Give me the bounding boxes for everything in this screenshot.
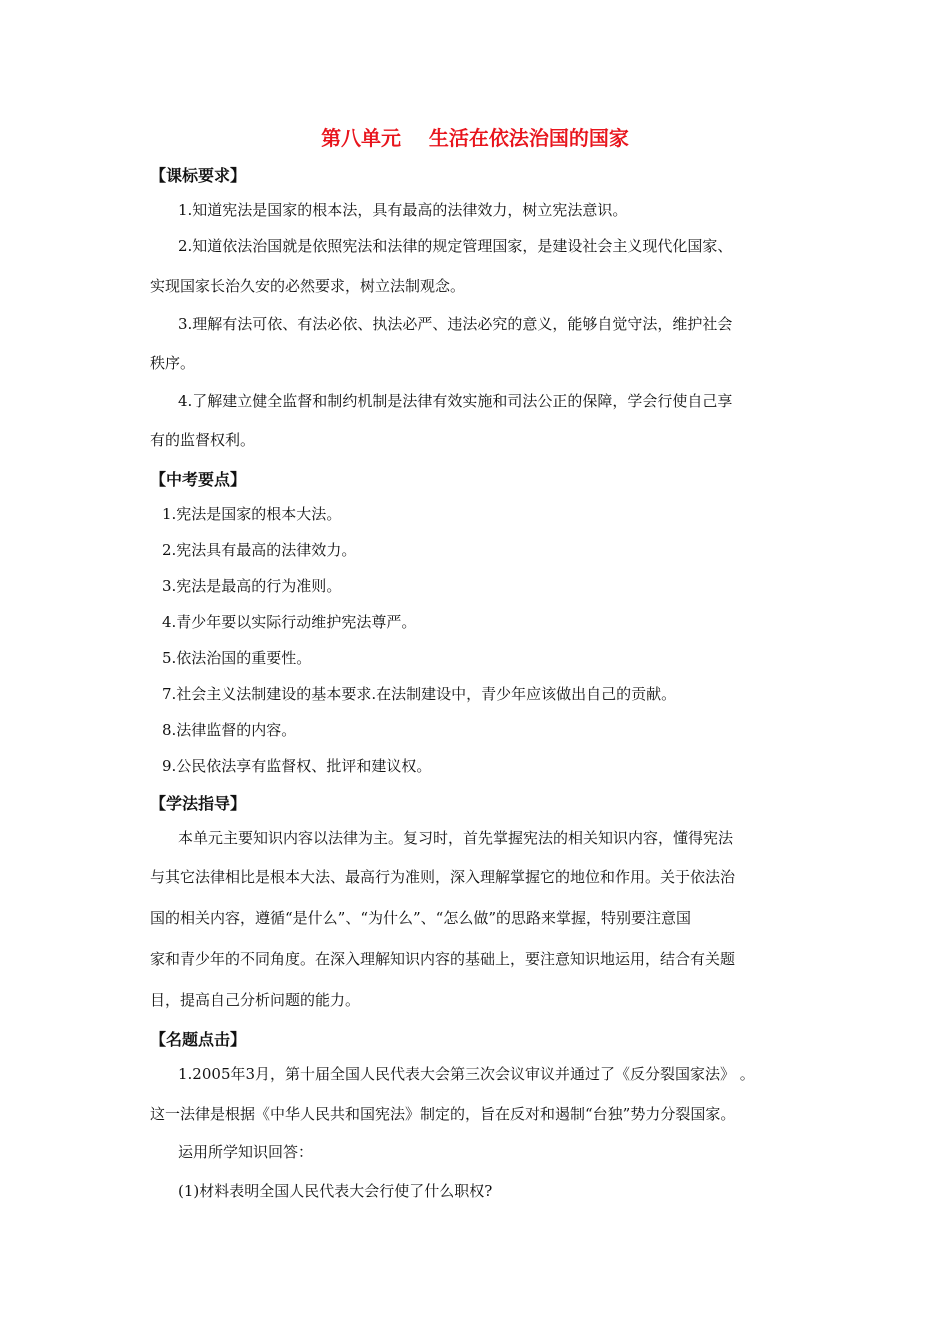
section-heading-kebiao: 【课标要求】 [150,166,247,185]
paragraph-line: 目，提高自己分析问题的能力。 [150,991,361,1009]
paragraph-line: 1.知道宪法是国家的根本法，具有最高的法律效力，树立宪法意识。 [178,201,628,219]
paragraph-line: 本单元主要知识内容以法律为主。复习时，首先掌握宪法的相关知识内容，懂得宪法 [178,829,734,847]
paragraph-line: 运用所学知识回答： [178,1143,314,1161]
paragraph-line: 4.了解建立健全监督和制约机制是法律有效实施和司法公正的保障，学会行使自己享 [178,392,733,410]
paragraph-line: 秩序。 [150,354,196,372]
paragraph-line: 1.2005年3月，第十届全国人民代表大会第三次会议审议并通过了《反分裂国家法》 。 [178,1065,755,1083]
list-item: 8.法律监督的内容。 [162,721,297,739]
section-heading-zhongkao: 【中考要点】 [150,470,247,489]
list-item: 2.宪法具有最高的法律效力。 [162,541,357,559]
page-title: 第八单元 生活在依法治国的国家 [321,126,629,150]
paragraph-line: 这一法律是根据《中华人民共和国宪法》制定的，旨在反对和遏制“台独”势力分裂国家。 [150,1105,736,1123]
paragraph-line: 与其它法律相比是根本大法、最高行为准则，深入理解掌握它的地位和作用。关于依法治 [150,868,736,886]
list-item: 5.依法治国的重要性。 [162,649,312,667]
paragraph-line: 2.知道依法治国就是依照宪法和法律的规定管理国家，是建设社会主义现代化国家、 [178,237,733,255]
list-item: 1.宪法是国家的根本大法。 [162,505,342,523]
list-item: 7.社会主义法制建设的基本要求.在法制建设中，青少年应该做出自己的贡献。 [162,685,677,703]
paragraph-line: 实现国家长治久安的必然要求，树立法制观念。 [150,277,466,295]
paragraph-line: 家和青少年的不同角度。在深入理解知识内容的基础上，要注意知识地运用，结合有关题 [150,950,736,968]
section-heading-xuefa: 【学法指导】 [150,794,247,813]
paragraph-line: 有的监督权利。 [150,431,256,449]
paragraph-line: 国的相关内容，遵循“是什么”、“为什么”、“怎么做”的思路来掌握，特别要注意国 [150,909,692,927]
section-heading-mingti: 【名题点击】 [150,1030,247,1049]
list-item: 3.宪法是最高的行为准则。 [162,577,342,595]
list-item: 9.公民依法享有监督权、批评和建议权。 [162,757,432,775]
paragraph-line: (1)材料表明全国人民代表大会行使了什么职权? [178,1182,493,1200]
paragraph-line: 3.理解有法可依、有法必依、执法必严、违法必究的意义，能够自觉守法，维护社会 [178,315,733,333]
list-item: 4.青少年要以实际行动维护宪法尊严。 [162,613,417,631]
